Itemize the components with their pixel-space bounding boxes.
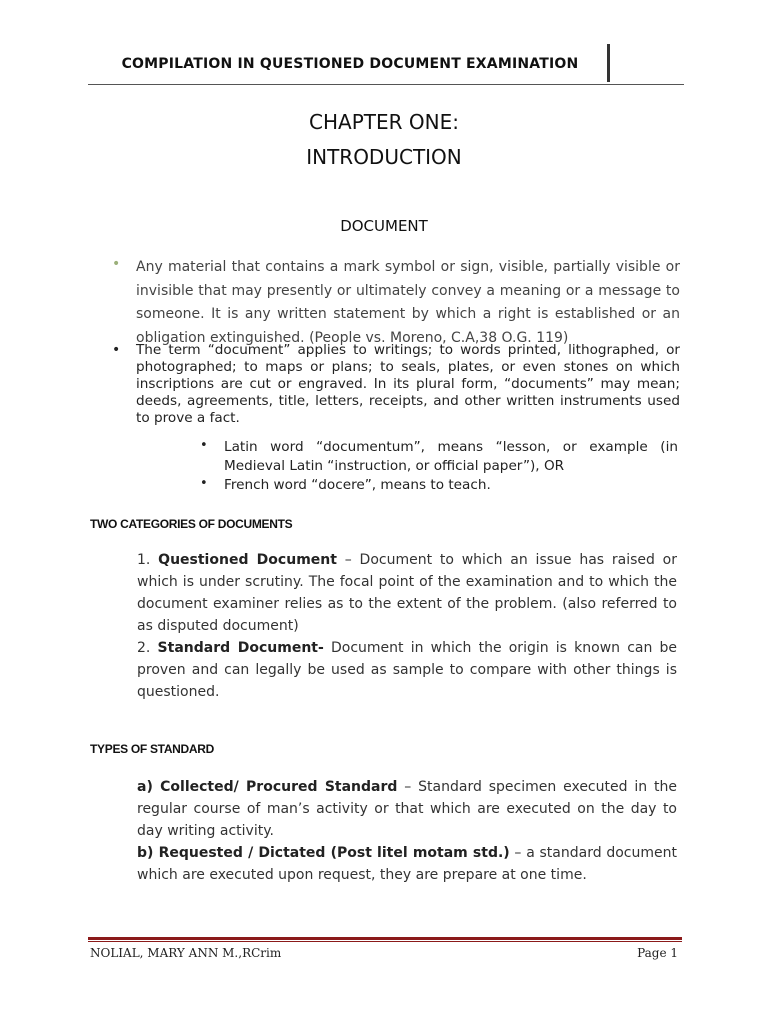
- sub-list-item-text: French word “docere”, means to teach.: [224, 477, 491, 493]
- category-number: 1.: [137, 552, 151, 568]
- header-divider: [607, 44, 610, 82]
- chapter-title: INTRODUCTION: [306, 145, 462, 169]
- standard-term: b) Requested / Dictated (Post litel motam std.): [137, 845, 510, 861]
- list-item-text: The term “document” applies to writings; to words printed, lithographed, or photographed; to maps or plans; to seals, plates, or even stones on which inscriptions are cut or engraved. In its plural form, “documents” may mean; deeds, agreements, title, letters, receipts, and other written instruments used to prove a fact.: [136, 342, 680, 426]
- category-item: [137, 637, 677, 703]
- footer-author: NOLIAL, MARY ANN M.,RCrim: [90, 946, 282, 960]
- section-heading-standards: TYPES OF STANDARD: [90, 742, 215, 756]
- standard-text: Standard specimen executed in the regular course of man’s activity or that which are executed on the day to day writing activity.: [137, 779, 677, 839]
- bullet-icon: •: [112, 342, 121, 358]
- running-header: COMPILATION IN QUESTIONED DOCUMENT EXAMINATION: [121, 56, 579, 72]
- standard-separator: –: [509, 845, 527, 861]
- footer-rule: [88, 937, 682, 940]
- bullet-icon: •: [200, 438, 208, 453]
- standard-text: a standard document which are executed upon request, they are prepare at one time.: [137, 845, 677, 883]
- section-title-document: DOCUMENT: [340, 217, 428, 235]
- sub-list-item-text: Latin word “documentum”, means “lesson, or example (in Medieval Latin “instruction, or official paper”), OR: [224, 439, 678, 474]
- section-heading-categories: TWO CATEGORIES OF DOCUMENTS: [90, 517, 293, 531]
- category-text: Document in which the origin is known can be proven and can legally be used as sample to compare with other things is questioned.: [137, 640, 678, 700]
- standard-item: [137, 776, 677, 842]
- chapter-number: CHAPTER ONE:: [309, 110, 459, 134]
- category-separator: –: [336, 552, 360, 568]
- standard-term: a) Collected/ Procured Standard: [137, 779, 398, 795]
- header-rule: [88, 84, 684, 85]
- standard-item: [137, 842, 677, 886]
- category-separator: [324, 640, 331, 656]
- standard-separator: –: [397, 779, 419, 795]
- category-number: 2.: [137, 640, 151, 656]
- category-text: Document to which an issue has raised or which is under scrutiny. The focal point of the examination and to which the document examiner relies as to the extent of the problem. (also referred to as disputed document): [137, 552, 678, 634]
- footer-rule-thin: [88, 941, 682, 942]
- page-number: Page 1: [637, 946, 678, 960]
- bullet-icon: •: [200, 476, 208, 491]
- list-item-text: Any material that contains a mark symbol or sign, visible, partially visible or invisible that may presently or ultimately convey a meaning or a message to someone. It is any written statement by which a right is established or an obligation extinguished. (People vs. Moreno, C.A,38 O.G. 119): [136, 259, 680, 346]
- bullet-icon: •: [112, 256, 121, 272]
- category-term: Questioned Document: [158, 552, 337, 568]
- category-term: Standard Document-: [157, 640, 324, 656]
- category-item: [137, 549, 677, 637]
